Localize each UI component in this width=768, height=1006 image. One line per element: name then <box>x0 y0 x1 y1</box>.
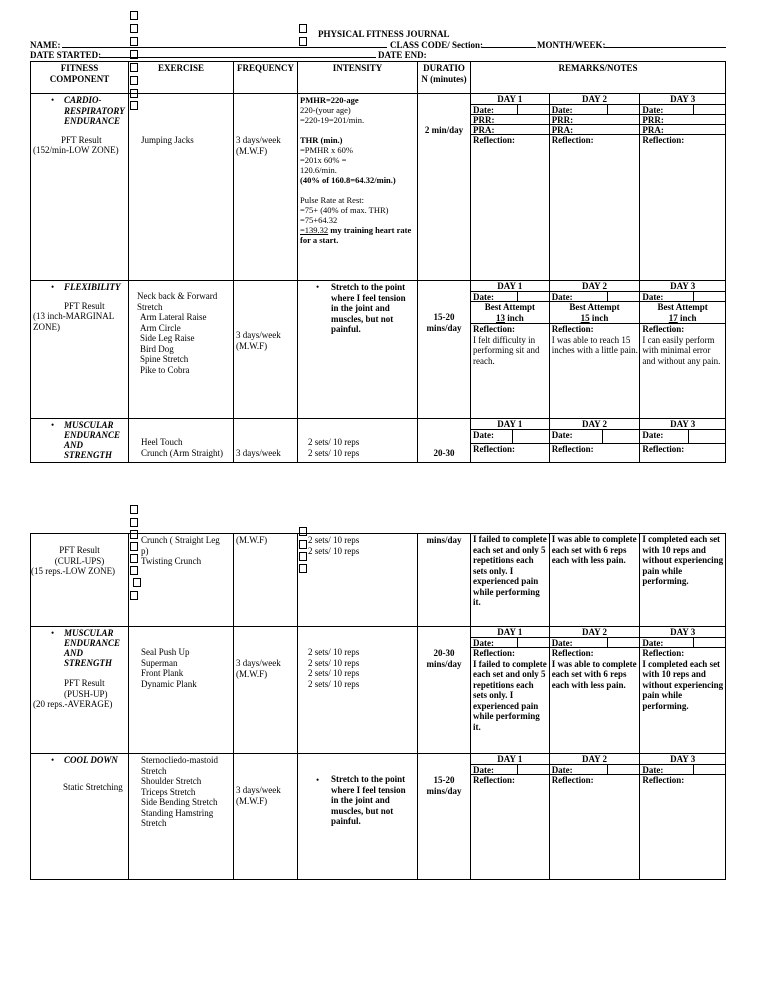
date-started-label: DATE STARTED: <box>30 50 102 60</box>
intensity-line: Pulse Rate at Rest: <box>300 195 364 205</box>
row-cool-down: • COOL DOWN Static Stretching Sternocliedo-mastoid Stretch Shoulder Stretch Triceps Stretch Side Bending Stretch Standing Hamstring Stretch 3 days/week (M.W.F) • Stretch to the point where I feel tension in the joint and muscles, but not painful. 15-20 mins/day DAY 1 Date: Reflection: DAY 2 Date: Reflection: DAY 3 Date: Reflection: <box>31 754 726 880</box>
duration: 2 min/day <box>424 125 464 135</box>
best-attempt-label: Best Attempt <box>569 302 620 312</box>
reflection-label: Reflection: <box>473 135 515 145</box>
day-header: DAY 2 <box>550 281 640 292</box>
sets-reps: 2 sets/ 10 reps <box>308 437 360 447</box>
intensity-line: my training heart rate for a start. <box>300 225 412 245</box>
exercise: Neck back & Forward Stretch <box>137 291 218 312</box>
duration: 15-20 mins/day <box>426 312 462 333</box>
training-heart-rate: =139.32 <box>300 225 329 235</box>
exercise: Twisting Crunch <box>141 556 202 566</box>
exercise: Sternocliedo-mastoid Stretch <box>141 755 218 776</box>
reflection-label: Reflection: <box>642 444 685 454</box>
reflection-label: Reflection: <box>473 444 515 454</box>
checkbox[interactable] <box>130 505 138 514</box>
date-label: Date: <box>473 765 494 775</box>
date-field[interactable] <box>607 638 635 648</box>
checkbox[interactable] <box>130 11 138 20</box>
exercise: Dynamic Plank <box>141 678 197 689</box>
checkbox[interactable] <box>130 518 138 527</box>
col-remarks: REMARKS/NOTES <box>471 62 726 94</box>
reflection-text: I failed to complete each set and only 5 repetitions each sets only. I experienced pain while performing it. <box>473 534 547 607</box>
row-flexibility: • FLEXIBILITY PFT Result (13 inch-MARGINAL ZONE) Neck back & Forward Stretch Arm Lateral Raise Arm Circle Side Leg Raise Bird Dog Spine Stretch Pike to Cobra 3 days/week (M.W.F) • Stretch to the point where I feel tension in the joint and muscles, but not painful. 15-20 mins/day DAY 1 Date: Best Attempt 13 inch Reflection: I felt difficulty in performing sit and reach. DAY 2 Date: Best Attempt 15 inch Reflection: I was able to reach 15 inches with a little pain. DAY 3 Date: Best Attempt 17 inch Reflection: I can easily perform with minimal error and without any pain. <box>31 281 726 419</box>
intensity-line: =75+64.32 <box>300 215 338 225</box>
day-header: DAY 1 <box>471 281 549 292</box>
pra-label: PRA: <box>642 125 664 135</box>
date-field[interactable] <box>688 430 726 444</box>
page-title: PHYSICAL FITNESS JOURNAL <box>318 29 450 39</box>
frequency: 3 days/week (M.W.F) <box>236 330 281 351</box>
date-field[interactable] <box>512 430 550 444</box>
reflection-text: I was able to complete each set with 6 reps each with less pain. <box>551 658 637 690</box>
date-label: Date: <box>642 430 664 440</box>
day-header: DAY 3 <box>640 754 725 765</box>
duration: 15-20 mins/day <box>426 775 462 796</box>
duration: 20-30 mins/day <box>426 648 462 669</box>
date-label: Date: <box>642 292 664 302</box>
reflection-label: Reflection: <box>551 775 594 785</box>
frequency: 3 days/week <box>236 448 281 458</box>
prr-label: PRR: <box>551 115 574 125</box>
frequency: 3 days/week (M.W.F) <box>236 658 281 679</box>
intensity-line: THR (min.) <box>300 135 343 145</box>
sets-reps: 2 sets/ 10 reps <box>308 647 360 657</box>
row-curl-ups-a <box>31 419 726 463</box>
date-field[interactable] <box>693 292 721 302</box>
component-name: • MUSCULAR ENDURANCE AND STRENGTH <box>64 420 121 460</box>
exercise: Side Leg Raise <box>140 333 195 343</box>
reflection-text: I completed each set with 10 reps and without experiencing pain while performing. <box>642 658 724 711</box>
intensity-line: PMHR=220-age <box>300 95 359 105</box>
class-code-label: CLASS CODE/ Section: <box>390 40 484 50</box>
pft-sub: (PUSH-UP) <box>64 688 108 699</box>
reflection-text: I failed to complete each set and only 5 repetitions each sets only. I experienced pain while performing it. <box>473 658 547 732</box>
journal-table-1 <box>30 61 726 463</box>
best-attempt-value: 15 <box>580 312 590 323</box>
intensity-line: (40% of 160.8=64.32/min.) <box>300 175 396 185</box>
prr-label: PRR: <box>473 115 495 125</box>
class-code-line[interactable] <box>482 47 536 48</box>
name-label: NAME: <box>30 40 61 50</box>
exercise: Shoulder Stretch <box>141 776 202 786</box>
col-intensity: INTENSITY <box>298 62 418 94</box>
exercise: Front Plank <box>141 668 184 678</box>
sets-reps: 2 sets/ 10 reps <box>308 678 360 689</box>
intensity-line: 220-(your age) <box>300 105 351 115</box>
unit: inch <box>507 312 524 323</box>
date-field[interactable] <box>693 765 721 775</box>
best-attempt-label: Best Attempt <box>657 302 708 312</box>
exercise: Side Bending Stretch <box>141 797 218 807</box>
checkbox[interactable] <box>130 24 138 33</box>
date-label: Date: <box>551 638 573 648</box>
reflection-label: Reflection: <box>473 775 515 785</box>
prr-label: PRR: <box>642 115 664 125</box>
date-field[interactable] <box>607 105 635 115</box>
day-header: DAY 2 <box>550 94 640 105</box>
day-header: DAY 3 <box>640 281 725 292</box>
month-week-label: MONTH/WEEK: <box>537 40 606 50</box>
date-label: Date: <box>642 638 664 648</box>
date-label: Date: <box>642 105 664 115</box>
date-label: Date: <box>551 430 573 440</box>
day-header: DAY 3 <box>640 94 725 105</box>
reflection-label: Reflection: <box>551 324 594 334</box>
name-line[interactable] <box>62 47 387 48</box>
date-field[interactable] <box>607 292 635 302</box>
date-field[interactable] <box>602 430 640 444</box>
sets-reps: 2 sets/ 10 reps <box>308 535 360 545</box>
row-cardio <box>31 94 726 281</box>
reflection-label: Reflection: <box>473 324 515 334</box>
sets-reps: 2 sets/ 10 reps <box>308 657 360 668</box>
intensity-line: 120.6/min. <box>300 165 337 175</box>
sets-reps: 2 sets/ 10 reps <box>308 447 360 458</box>
day-header: DAY 2 <box>550 419 640 430</box>
reflection-label: Reflection: <box>642 775 685 785</box>
frequency: 3 days/week (M.W.F) <box>236 135 281 156</box>
exercise: Pike to Cobra <box>140 364 190 375</box>
date-label: Date: <box>473 430 494 440</box>
col-fitness-component: FITNESS COMPONENT <box>31 62 129 94</box>
pra-label: PRA: <box>551 125 574 135</box>
exercise: Standing Hamstring Stretch <box>141 807 214 828</box>
col-exercise: EXERCISE <box>129 62 234 94</box>
exercise: Superman <box>141 657 178 668</box>
day-header: DAY 3 <box>640 419 725 430</box>
date-field[interactable] <box>517 105 545 115</box>
exercise: Jumping Jacks <box>141 135 194 145</box>
pft-sub: (CURL-UPS) <box>54 555 105 566</box>
row-curl-ups-b <box>31 534 726 627</box>
date-label: Date: <box>473 638 494 648</box>
day-header: DAY 2 <box>550 627 640 638</box>
best-attempt-value: 13 <box>495 312 505 323</box>
day-header: DAY 3 <box>640 627 725 638</box>
reflection-label: Reflection: <box>551 444 594 454</box>
day-header: DAY 1 <box>471 627 549 638</box>
date-field[interactable] <box>693 638 721 648</box>
day-header: DAY 1 <box>471 419 549 430</box>
day-header: DAY 1 <box>471 754 549 765</box>
date-field[interactable] <box>607 765 635 775</box>
frequency: 3 days/week (M.W.F) <box>236 785 281 806</box>
pft-label: PFT Result <box>64 300 105 311</box>
intensity-line: =201x 60% = <box>300 155 347 165</box>
date-label: Date: <box>642 765 664 775</box>
best-attempt-label: Best Attempt <box>484 302 535 312</box>
col-duration: DURATION (minutes) <box>418 62 471 94</box>
sets-reps: 2 sets/ 10 reps <box>308 545 360 556</box>
reflection-label: Reflection: <box>551 648 594 658</box>
reflection-text: I completed each set with 10 reps and without experiencing pain while performing. <box>642 534 724 586</box>
exercise: p) <box>141 545 149 556</box>
reflection-label: Reflection: <box>642 324 685 334</box>
journal-table-2 <box>30 533 726 880</box>
exercise: Arm Circle <box>140 322 181 333</box>
unit: inch <box>680 312 697 323</box>
date-field[interactable] <box>517 638 545 648</box>
exercise: Spine Stretch <box>140 354 189 364</box>
pft-value: (13 inch-MARGINAL ZONE) <box>33 311 114 332</box>
duration: 20-30 <box>433 448 455 458</box>
cooldown-sub: Static Stretching <box>63 781 123 792</box>
duration: mins/day <box>426 535 462 545</box>
pft-value: (152/min-LOW ZONE) <box>33 145 119 155</box>
date-field[interactable] <box>517 292 545 302</box>
date-end-label: DATE END: <box>378 50 427 60</box>
component-name: • FLEXIBILITY <box>64 282 121 292</box>
exercise: Arm Lateral Raise <box>140 312 207 322</box>
date-started-line[interactable] <box>100 57 376 58</box>
day-header: DAY 2 <box>550 754 640 765</box>
pft-label: PFT Result <box>59 545 100 555</box>
exercise: Seal Push Up <box>141 647 190 657</box>
reflection-label: Reflection: <box>551 135 594 145</box>
component-name: • COOL DOWN <box>64 755 118 765</box>
row-push-up <box>31 627 726 754</box>
intensity: Stretch to the point where I feel tension in the joint and muscles, but not painful. <box>331 774 406 826</box>
reflection-text: I felt difficulty in performing sit and reach. <box>473 334 540 366</box>
pft-label: PFT Result <box>64 678 105 688</box>
frequency: (M.W.F) <box>236 535 268 545</box>
exercise: Bird Dog <box>140 343 174 354</box>
date-label: Date: <box>473 292 494 302</box>
date-field[interactable] <box>693 105 721 115</box>
intensity: Stretch to the point where I feel tension in the joint and muscles, but not painful. <box>331 282 406 334</box>
best-attempt-value: 17 <box>668 312 678 323</box>
component-name: • MUSCULAR ENDURANCE AND STRENGTH <box>64 628 121 668</box>
pft-value: (20 reps.-AVERAGE) <box>33 699 113 709</box>
exercise: Triceps Stretch <box>141 786 196 797</box>
pft-value: (15 reps.-LOW ZONE) <box>31 566 116 576</box>
intensity-line: =220-19=201/min. <box>300 115 365 125</box>
checkbox[interactable] <box>299 37 307 46</box>
reflection-label: Reflection: <box>473 648 515 658</box>
reflection-text: I was able to reach 15 inches with a little pain. <box>551 334 638 355</box>
date-field[interactable] <box>517 765 545 775</box>
exercise: Crunch (Arm Straight) <box>141 447 223 458</box>
date-label: Date: <box>473 105 494 115</box>
date-label: Date: <box>551 765 573 775</box>
intensity-line: =PMHR x 60% <box>300 145 353 155</box>
month-week-line[interactable] <box>604 47 726 48</box>
exercise: Crunch ( Straight Leg <box>141 535 220 545</box>
reflection-text: I was able to complete each set with 6 reps each with less pain. <box>551 534 637 565</box>
component-name: • CARDIO-RESPIRATORY ENDURANCE <box>64 95 125 126</box>
col-frequency: FREQUENCY <box>234 62 298 94</box>
date-label: Date: <box>551 292 573 302</box>
date-label: Date: <box>551 105 573 115</box>
checkbox[interactable] <box>299 24 307 33</box>
reflection-label: Reflection: <box>642 135 685 145</box>
sets-reps: 2 sets/ 10 reps <box>308 668 360 678</box>
pft-label: PFT Result <box>61 134 102 145</box>
reflection-label: Reflection: <box>642 648 685 658</box>
unit: inch <box>591 312 609 323</box>
reflection-text: I can easily perform with minimal error and without any pain. <box>642 334 721 366</box>
pra-label: PRA: <box>473 125 495 135</box>
exercise: Heel Touch <box>141 437 183 447</box>
checkbox[interactable] <box>130 37 138 46</box>
day-header: DAY 1 <box>471 94 549 105</box>
intensity-line: =75+ (40% of max. THR) <box>300 205 389 215</box>
